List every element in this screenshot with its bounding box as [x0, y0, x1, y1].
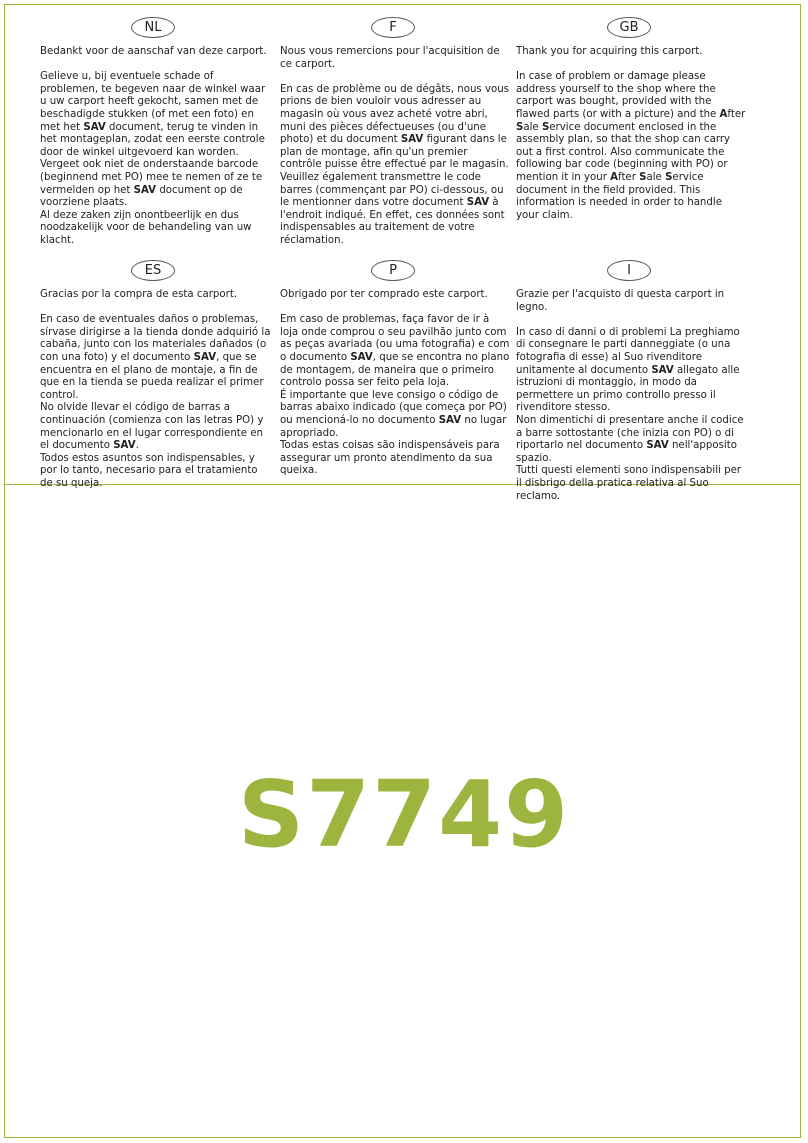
- paragraph: Bedankt voor de aanschaf van deze carport.: [40, 46, 267, 57]
- paragraph: Obrigado por ter comprado este carport.: [280, 289, 488, 300]
- paragraph: En caso de eventuales daños o problemas, sírvase dirigirse a la tienda donde adquirió la cabaña, junto con los materiales dañados (o con una foto) y el documento SAV, que se encuentra en el plano de montaje, a fin de que en la tienda se pueda realizar el primer control.: [40, 314, 271, 401]
- paragraph: Grazie per l'acquisto di questa carport in legno.: [516, 289, 725, 313]
- text-block-i: [516, 289, 748, 516]
- paragraph: In caso di danni o di problemi La preghiamo di consegnare le parti danneggiate (o una fotografia di esse) al Suo rivenditore unitamente al documento SAV allegato alle istruzioni di montaggio, in modo da permettere un primo controllo presso il rivenditore stesso.: [516, 326, 740, 414]
- text-block-p: [280, 289, 510, 491]
- language-badge-es: ES: [131, 260, 175, 281]
- language-badge-i: I: [607, 260, 651, 281]
- paragraph: É importante que leve consigo o código de barras abaixo indicado (que começa por PO) ou mencioná-lo no documento SAV no lugar apropriado.: [280, 389, 507, 439]
- text-block-f: [280, 46, 510, 260]
- paragraph: Todas estas coisas são indispensáveis para assegurar um pronto atendimento da sua queixa.: [280, 440, 500, 477]
- text-block-es: [40, 289, 272, 503]
- paragraph: Al deze zaken zijn onontbeerlijk en dus noodzakelijk voor de behandeling van uw klacht.: [40, 209, 252, 246]
- language-badge-nl: NL: [131, 17, 175, 38]
- product-code: S7749: [237, 761, 571, 868]
- paragraph: Thank you for acquiring this carport.: [516, 46, 703, 57]
- paragraph: Em caso de problemas, faça favor de ir à loja onde comprou o seu pavilhão junto com as peças avariada (ou uma fotografia) e com o documento SAV, que se encontra no plano de montagem, de maneira que o primeiro controlo possa ser feito pela loja.: [280, 314, 510, 389]
- language-badge-p: P: [371, 260, 415, 281]
- paragraph: In case of problem or damage please address yourself to the shop where the carport was bought, provided with the flawed parts (or with a picture) and the After Sale Service document enclosed in the assembly plan, so that the shop can carry out a first control. Also communicate the following bar code (beginning with PO) or mention it in your After Sale Service document in the field provided. This information is needed in order to handle your claim.: [516, 71, 746, 221]
- paragraph: Gracias por la compra de esta carport.: [40, 289, 238, 300]
- language-badge-f: F: [371, 17, 415, 38]
- paragraph: Gelieve u, bij eventuele schade of problemen, te begeven naar de winkel waar u uw carport heeft gekocht, samen met de beschadigde stukken (of met een foto) en met het SAV document, terug te vinden in het montageplan, zodat een eerste controle door de winkel uitgevoerd kan worden. Vergeet ook niet de onderstaande barcode (beginnend met PO) mee te nemen of ze te vermelden op het SAV document op de voorziene plaats.: [40, 71, 266, 209]
- paragraph: Non dimentichi di presentare anche il codice a barre sottostante (che inizia con PO) o di riportarlo nel documento SAV nell'apposito spazio.: [516, 414, 744, 464]
- text-block-gb: [516, 46, 748, 235]
- paragraph: Tutti questi elementi sono indispensabili per il disbrigo della pratica relativa al Suo reclamo.: [516, 465, 742, 502]
- paragraph: Todos estos asuntos son indispensables, y por lo tanto, necesario para el tratamiento de su queja.: [40, 452, 258, 489]
- paragraph: No olvide llevar el código de barras a continuación (comienza con las letras PO) y mencionarlo en el lugar correspondiente en el documento SAV.: [40, 402, 264, 452]
- paragraph: En cas de problème ou de dégâts, nous vous prions de bien vouloir vous adresser au magasin où vous avez acheté votre abri, muni des pièces défectueuses (ou d'une photo) et du document SAV figurant dans le plan de montage, afin qu'un premier contrôle puisse être effectué par le magasin. Veuillez également transmettre le code barres (commençant par PO) ci-dessous, ou le mentionner dans votre document SAV à l'endroit indiqué. En effet, ces données sont indispensables au traitement de votre réclamation.: [280, 83, 509, 246]
- text-block-nl: [40, 46, 272, 260]
- language-badge-gb: GB: [607, 17, 651, 38]
- paragraph: Nous vous remercions pour l'acquisition de ce carport.: [280, 46, 500, 70]
